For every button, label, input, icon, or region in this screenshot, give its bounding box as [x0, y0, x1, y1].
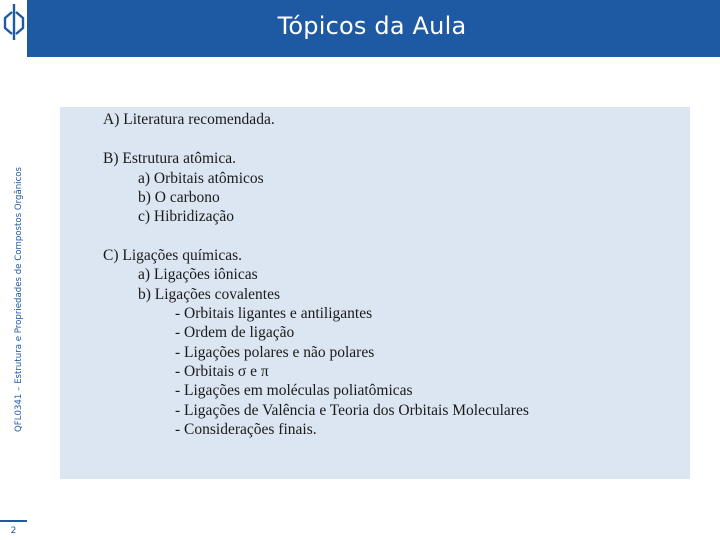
page-number: 2	[0, 522, 27, 540]
topic-a: A) Literatura recomendada.	[103, 111, 275, 128]
detail-item: - Considerações finais.	[175, 421, 317, 438]
content-box	[60, 107, 690, 479]
topic-b: B) Estrutura atômica.	[103, 150, 236, 167]
detail-item: - Orbitais σ e π	[175, 363, 269, 380]
detail-item: - Orbitais ligantes e antiligantes	[175, 305, 373, 322]
detail-item: - Ordem de ligação	[175, 324, 295, 341]
subtopic-b-a: a) Orbitais atômicos	[138, 170, 264, 187]
subtopic-c-a: a) Ligações iônicas	[138, 266, 258, 283]
detail-item: - Ligações de Valência e Teoria dos Orbitais Moleculares	[175, 402, 529, 419]
sidebar-gap	[0, 440, 27, 520]
detail-item: - Ligações em moléculas poliatômicas	[175, 382, 413, 399]
subtopic-c-b: b) Ligações covalentes	[138, 286, 281, 303]
subtopic-b-b: b) O carbono	[138, 189, 220, 206]
slide-title: Tópicos da Aula	[277, 12, 467, 40]
detail-item: - Ligações polares e não polares	[175, 344, 375, 361]
subtopic-b-c: c) Hibridização	[138, 208, 234, 225]
topic-c: C) Ligações químicas.	[103, 247, 243, 264]
course-label: QFL0341 – Estrutura e Propriedades de Compostos Orgânicos	[14, 166, 24, 432]
